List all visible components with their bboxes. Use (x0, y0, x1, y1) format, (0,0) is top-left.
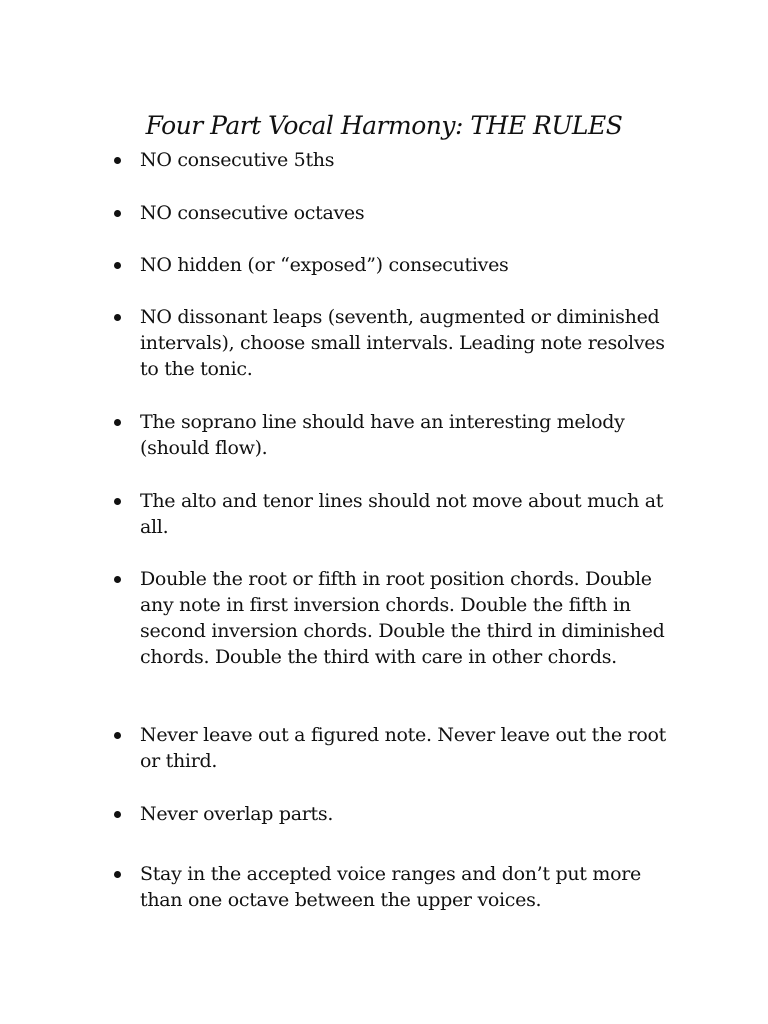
list-item (114, 722, 674, 774)
bullet-icon (114, 419, 121, 426)
bullet-icon (114, 732, 121, 739)
rule-text: The soprano line should have an interesting melody (should flow). (140, 411, 625, 459)
bullet-icon (114, 576, 121, 583)
bullet-icon (114, 157, 121, 164)
list-item (114, 252, 674, 278)
bullet-icon (114, 811, 121, 818)
list-item (114, 147, 674, 173)
page-title: Four Part Vocal Harmony: THE RULES (145, 111, 623, 140)
rule-text: Stay in the accepted voice ranges and don’t put more than one octave between the upper voices. (140, 863, 641, 911)
list-item (114, 861, 674, 913)
rule-text: The alto and tenor lines should not move about much at all. (140, 490, 664, 538)
rule-text: Double the root or fifth in root position chords. Double any note in first inversion chords. Double the fifth in second inversion chords. Double the third in diminished chords. Double the third with care in other chords. (140, 568, 665, 668)
rule-text: Never leave out a figured note. Never leave out the root or third. (140, 724, 666, 772)
list-item (114, 801, 674, 827)
rule-text: NO dissonant leaps (seventh, augmented or diminished intervals), choose small intervals. Leading note resolves to the tonic. (140, 306, 665, 380)
list-item (114, 304, 674, 382)
rule-text: NO consecutive 5ths (140, 149, 335, 171)
rule-text: NO consecutive octaves (140, 202, 365, 224)
bullet-icon (114, 871, 121, 878)
list-item (114, 200, 674, 226)
bullet-icon (114, 314, 121, 321)
bullet-icon (114, 498, 121, 505)
rule-text: NO hidden (or “exposed”) consecutives (140, 254, 509, 276)
list-item (114, 566, 674, 670)
rule-text: Never overlap parts. (140, 803, 334, 825)
list-item (114, 488, 674, 540)
bullet-icon (114, 262, 121, 269)
bullet-icon (114, 210, 121, 217)
list-item (114, 409, 674, 461)
